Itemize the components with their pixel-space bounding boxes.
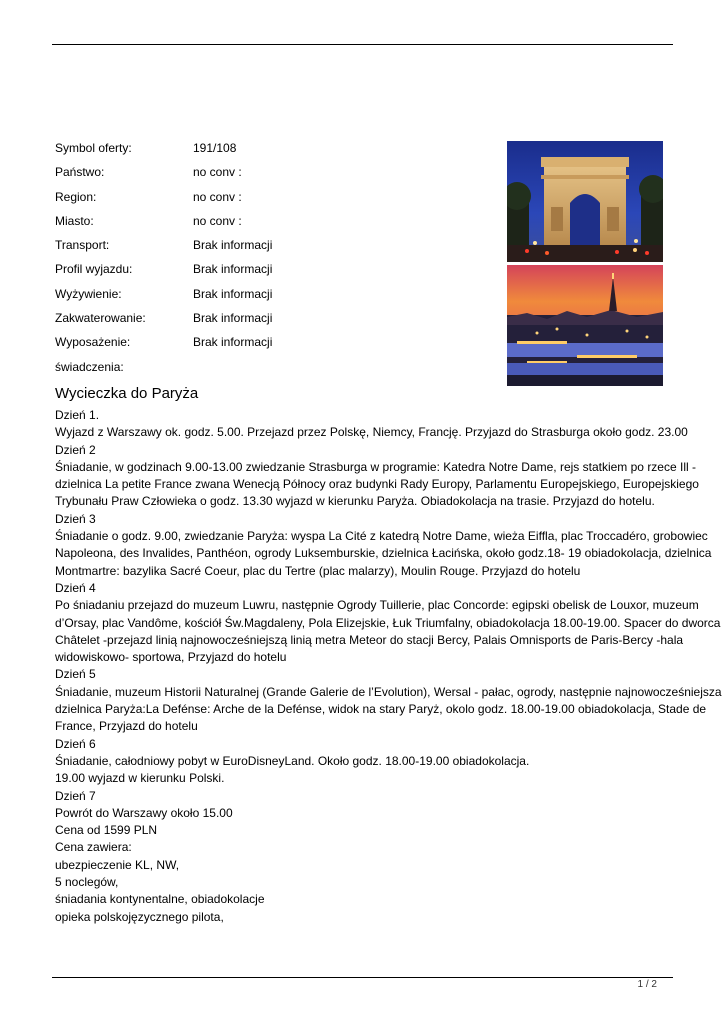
article-line: ubezpieczenie KL, NW,: [55, 857, 180, 872]
article-line: 19.00 wyjazd w kierunku Polski.: [55, 771, 225, 786]
article-line: Châtelet -przejazd linią najnowocześniejszą linią metra Meteor do stacji Bercy, Palais Omnisports de Paris-Bercy -hala: [55, 632, 684, 647]
offer-row: [55, 190, 475, 214]
day-heading: Dzień 6: [55, 736, 96, 751]
offer-row: [55, 238, 475, 262]
offer-row: [55, 360, 475, 384]
article-line: Cena od 1599 PLN: [55, 823, 158, 838]
article-line: Powrót do Warszawy około 15.00: [55, 805, 233, 820]
offer-row: [55, 141, 475, 165]
article-line: d’Orsay, plac Vandôme, kościół Św.Magdaleny, Pola Elizejskie, Łuk Triumfalny, obiadokolacja 18.00-19.00. Spacer do dworca: [55, 615, 721, 630]
article-line: Montmartre: bazylika Sacré Coeur, plac du Tertre (plac malarzy), Moulin Rouge. Przyjazd do hotelu: [55, 563, 581, 578]
page-number: 1 / 2: [637, 979, 657, 990]
article-line: Trybunału Praw Człowieka o godz. 13.30 wyjazd w kierunku Paryża. Obiadokolacja na trasie. Przyjazd do hotelu.: [55, 494, 655, 509]
article-line: Cena zawiera:: [55, 840, 132, 855]
day-heading: Dzień 4: [55, 580, 96, 595]
offer-row-value: no conv :: [193, 189, 242, 204]
offer-row: [55, 311, 475, 335]
article-line: Śniadanie o godz. 9.00, zwiedzanie Paryża: wyspa La Cité z katedrą Notre Dame, wieża Eiffla, plac Troccadéro, grobowiec: [55, 529, 708, 544]
article-line: dzielnica La petite France zwana Wenecją Północy oraz budynki Rady Europy, Parlamentu Europejskiego, Europejskiego: [55, 477, 699, 492]
article-line: śniadania kontynentalne, obiadokolacje: [55, 892, 265, 907]
offer-row-label: Państwo:: [55, 165, 105, 180]
photo-paris-sunset: [507, 265, 663, 386]
day-heading: Dzień 3: [55, 511, 96, 526]
offer-row-value: no conv :: [193, 213, 242, 228]
offer-row-value: Brak informacji: [193, 238, 273, 253]
article-title: Wycieczka do Paryża: [55, 385, 199, 402]
article-line: Śniadanie, muzeum Historii Naturalnej (Grande Galerie de l’Evolution), Wersal - pałac, ogrody, następnie najnowocześniejsza: [55, 684, 722, 699]
offer-row-value: Brak informacji: [193, 311, 273, 326]
article-line: opieka polskojęzycznego pilota,: [55, 909, 224, 924]
offer-row-label: świadczenia:: [55, 359, 124, 374]
offer-row-value: Brak informacji: [193, 286, 273, 301]
offer-row-label: Profil wyjazdu:: [55, 262, 133, 277]
day-heading: Dzień 1.: [55, 408, 100, 422]
article-line: Napoleona, des Invalides, Panthéon, ogrody Luksemburskie, dzielnica Łacińska, około godz.18- 19 obiadokolacja, dzielnica: [55, 546, 712, 561]
offer-row: [55, 214, 475, 238]
offer-details-table: [55, 141, 475, 384]
article-body: [55, 407, 722, 926]
offer-row-label: Miasto:: [55, 213, 94, 228]
offer-row-label: Symbol oferty:: [55, 141, 132, 155]
offer-row: [55, 287, 475, 311]
article-line: Śniadanie, w godzinach 9.00-13.00 zwiedzanie Strasburga w programie: Katedra Notre Dame, rejs statkiem po rzece Ill -: [55, 459, 696, 474]
offer-row-label: Region:: [55, 189, 97, 204]
offer-row: [55, 335, 475, 359]
trip-description: [55, 384, 722, 926]
article-line: Wyjazd z Warszawy ok. godz. 5.00. Przejazd przez Polskę, Niemcy, Francję. Przyjazd do Strasburga około godz. 23.00: [55, 425, 688, 440]
offer-row-label: Wyżywienie:: [55, 286, 122, 301]
article-line: Po śniadaniu przejazd do muzeum Luwru, następnie Ogrody Tuillerie, plac Concorde: egipski obelisk de Louxor, muzeum: [55, 598, 699, 613]
offer-row: [55, 262, 475, 286]
day-heading: Dzień 5: [55, 667, 96, 682]
article-line: France, Przyjazd do hotelu: [55, 719, 198, 734]
footer-rule: [52, 977, 673, 978]
article-line: Śniadanie, całodniowy pobyt w EuroDisneyLand. Około godz. 18.00-19.00 obiadokolacja.: [55, 753, 530, 768]
offer-row-label: Wyposażenie:: [55, 335, 131, 350]
offer-row-value: Brak informacji: [193, 335, 273, 350]
offer-row: [55, 165, 475, 189]
article-line: 5 noclegów,: [55, 875, 119, 890]
photo-arc-de-triomphe: [507, 141, 663, 262]
offer-row-value: no conv :: [193, 165, 242, 180]
article-line: dzielnica Paryża:La Defénse: Arche de la Defénse, widok na stary Paryż, okolo godz. 18.00-19.00 obiadokolacja, Stade de: [55, 702, 707, 717]
header-rule: [52, 44, 673, 45]
day-heading: Dzień 7: [55, 788, 96, 803]
offer-row-value: 191/108: [193, 141, 237, 155]
offer-row-label: Zakwaterowanie:: [55, 311, 146, 326]
offer-row-label: Transport:: [55, 238, 110, 253]
day-heading: Dzień 2: [55, 442, 96, 457]
offer-row-value: Brak informacji: [193, 262, 273, 277]
article-line: widowiskowo- sportowa, Przyjazd do hotelu: [55, 650, 287, 665]
